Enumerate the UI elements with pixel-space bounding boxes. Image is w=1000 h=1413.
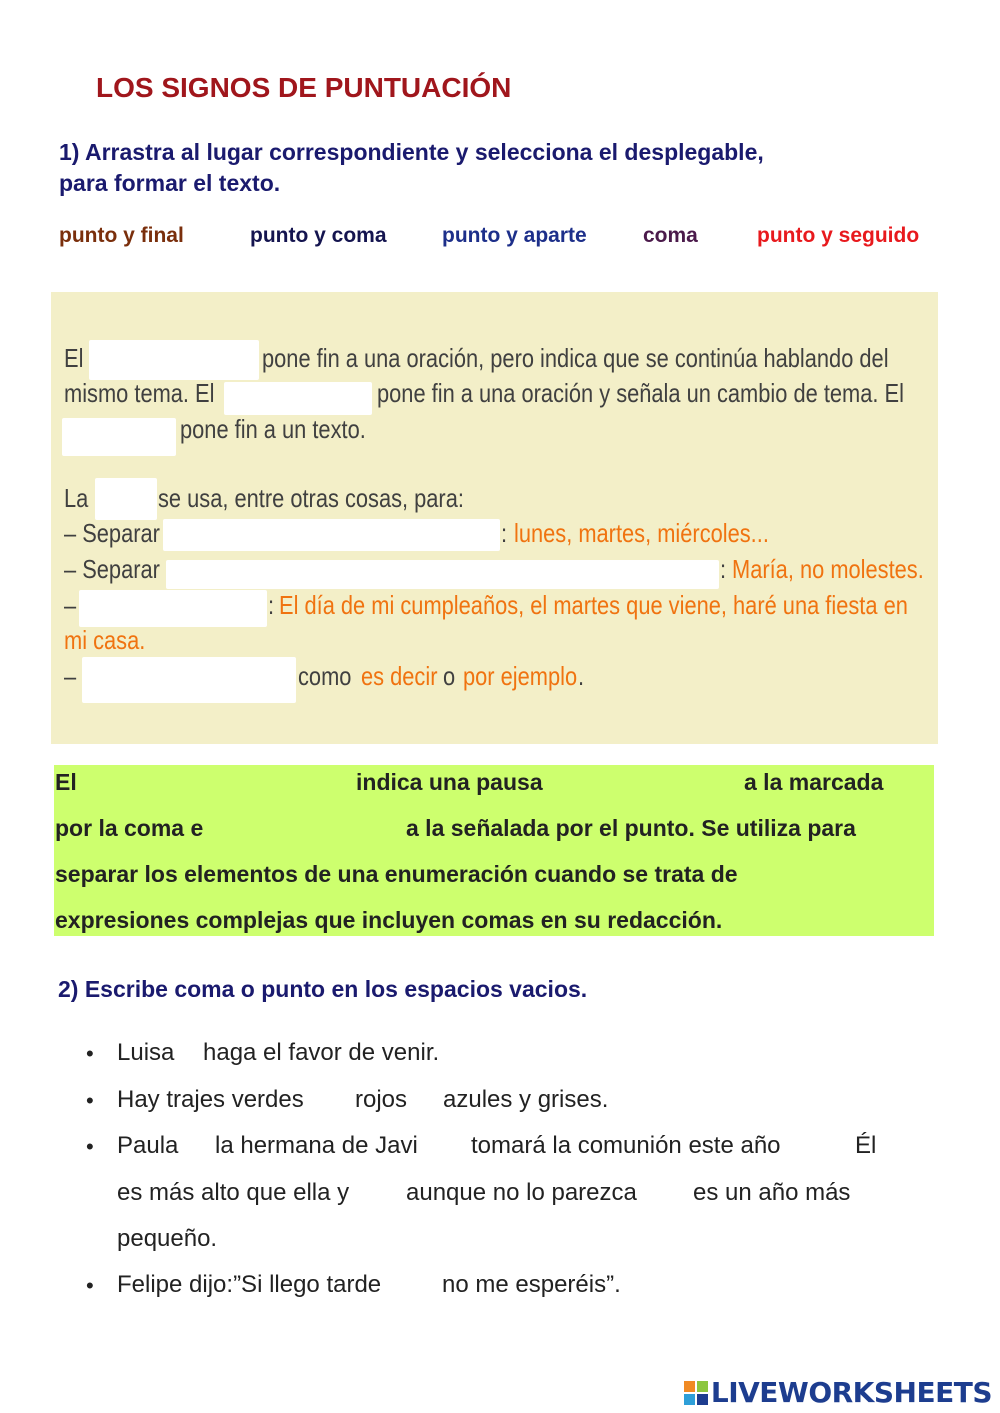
drop-zone-aparte[interactable] bbox=[224, 382, 372, 415]
text-line: pone fin a una oración y señala un cambio de tema. El bbox=[377, 378, 904, 408]
text-line: pone fin a una oración, pero indica que se continúa hablando del bbox=[262, 343, 889, 373]
logo-square bbox=[697, 1381, 708, 1392]
text-line: por la coma e bbox=[55, 815, 204, 841]
text-line: – Separar bbox=[64, 554, 160, 584]
text-line: . bbox=[578, 661, 585, 691]
bullet: • bbox=[86, 1088, 94, 1113]
text-line: : bbox=[720, 554, 727, 584]
sentence-text: no me esperéis”. bbox=[442, 1271, 621, 1298]
drop-zone-seguido[interactable] bbox=[89, 340, 259, 380]
example-text: mi casa. bbox=[64, 625, 146, 655]
logo-square bbox=[684, 1394, 695, 1405]
sentence-text: rojos bbox=[355, 1086, 408, 1113]
dropdown-separar-2[interactable] bbox=[166, 560, 719, 589]
sentence-text: azules y grises. bbox=[443, 1086, 609, 1113]
exercise-2-instruction: 2) Escribe coma o punto en los espacios vacios. bbox=[58, 976, 588, 1002]
blank-input[interactable] bbox=[414, 1270, 438, 1300]
example-text: El día de mi cumpleaños, el martes que viene, haré una fiesta en bbox=[279, 590, 908, 620]
draggable-word-punto-y-final[interactable]: punto y final bbox=[59, 224, 184, 247]
example-text: María, no molestes. bbox=[732, 554, 924, 584]
text-line: El bbox=[64, 343, 84, 373]
drop-zone-final[interactable] bbox=[62, 418, 176, 456]
page-title: LOS SIGNOS DE PUNTUACIÓN bbox=[96, 72, 512, 103]
sentence-text: Él bbox=[855, 1132, 877, 1159]
example-text: es decir bbox=[361, 661, 438, 691]
logo-square bbox=[684, 1381, 695, 1392]
sentence-text: aunque no lo parezca bbox=[406, 1179, 637, 1206]
draggable-word-punto-y-seguido[interactable]: punto y seguido bbox=[757, 224, 920, 247]
sentence-text: Hay trajes verdes bbox=[117, 1086, 304, 1113]
blank-input[interactable] bbox=[378, 1178, 402, 1208]
text-line: – bbox=[64, 661, 77, 691]
blank-input[interactable] bbox=[821, 1131, 851, 1161]
text-line: El bbox=[55, 769, 77, 795]
text-line: separar los elementos de una enumeración cuando se trata de bbox=[55, 861, 738, 887]
draggable-word-punto-y-coma[interactable]: punto y coma bbox=[250, 224, 387, 247]
bullet: • bbox=[86, 1134, 94, 1159]
dropdown-expresiones[interactable] bbox=[82, 657, 296, 703]
sentence-text: Felipe dijo:”Si llego tarde bbox=[117, 1271, 382, 1298]
sentence-text: Luisa bbox=[117, 1039, 175, 1066]
blank-input[interactable] bbox=[187, 1131, 211, 1161]
blank-input[interactable] bbox=[444, 1131, 468, 1161]
dropdown-separar-1[interactable] bbox=[163, 519, 500, 551]
text-line: mismo tema. El bbox=[64, 378, 215, 408]
liveworksheets-logo bbox=[684, 1376, 992, 1409]
text-line: : bbox=[268, 590, 275, 620]
text-line: – Separar bbox=[64, 518, 160, 548]
dropdown-green-1[interactable] bbox=[582, 767, 734, 801]
text-line: expresiones complejas que incluyen comas en su redacción. bbox=[55, 907, 723, 933]
sentence-text: pequeño. bbox=[117, 1225, 218, 1252]
sentence-text: la hermana de Javi bbox=[215, 1132, 418, 1159]
text-line: La bbox=[64, 483, 89, 513]
text-line: indica una pausa bbox=[356, 769, 543, 795]
example-text: por ejemplo bbox=[463, 661, 578, 691]
sentence-text: es un año más bbox=[693, 1179, 851, 1206]
text-line: se usa, entre otras cosas, para: bbox=[158, 483, 464, 513]
bullet: • bbox=[86, 1041, 94, 1066]
logo-square bbox=[697, 1394, 708, 1405]
text-line: a la señalada por el punto. Se utiliza para bbox=[406, 815, 856, 841]
dropdown-aclaracion[interactable] bbox=[79, 590, 267, 627]
blank-input[interactable] bbox=[666, 1178, 690, 1208]
text-line: – bbox=[64, 590, 77, 620]
logo-text: LIVEWORKSHEETS bbox=[710, 1376, 992, 1409]
text-line: pone fin a un texto. bbox=[180, 414, 366, 444]
blank-input[interactable] bbox=[182, 1038, 202, 1068]
draggable-word-coma[interactable]: coma bbox=[643, 224, 698, 247]
draggable-word-punto-y-aparte[interactable]: punto y aparte bbox=[442, 224, 587, 247]
liveworksheets-mark-icon bbox=[684, 1381, 708, 1405]
text-line: como bbox=[298, 661, 352, 691]
text-line: o bbox=[443, 661, 456, 691]
drop-zone-green-1[interactable] bbox=[90, 767, 345, 801]
text-line: a la marcada bbox=[744, 769, 884, 795]
sentence-text: tomará la comunión este año bbox=[471, 1132, 781, 1159]
dropdown-green-2[interactable] bbox=[236, 813, 396, 847]
blank-input[interactable] bbox=[416, 1085, 440, 1115]
example-text: lunes, martes, miércoles... bbox=[514, 518, 769, 548]
bullet: • bbox=[86, 1273, 94, 1298]
text-line: : bbox=[501, 518, 508, 548]
exercise-1-instruction: 1) Arrastra al lugar correspondiente y selecciona el desplegable, para formar el texto. bbox=[59, 139, 764, 196]
sentence-text: es más alto que ella y bbox=[117, 1179, 350, 1206]
drop-zone-coma[interactable] bbox=[95, 478, 157, 520]
sentence-text: Paula bbox=[117, 1132, 179, 1159]
sentence-text: haga el favor de venir. bbox=[203, 1039, 440, 1066]
blank-input[interactable] bbox=[328, 1085, 352, 1115]
